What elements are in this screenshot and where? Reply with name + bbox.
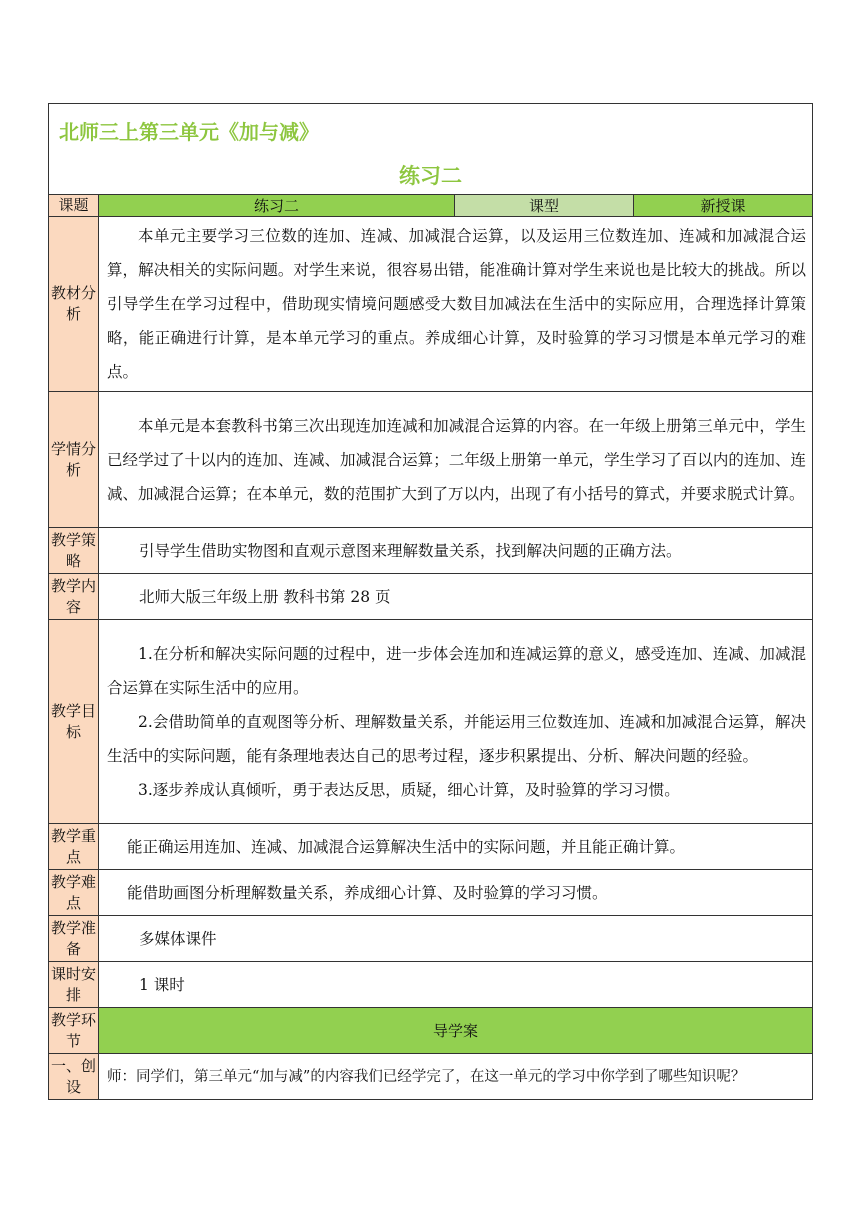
students-label: 学情分析 [49,392,99,528]
key-points-text: 能正确运用连加、连减、加减混合运算解决生活中的实际问题，并且能正确计算。 [99,824,813,870]
section-title: 导学案 [99,1008,813,1054]
preparation-row [49,916,813,962]
lesson-type-label: 课型 [455,195,634,217]
lesson-plan-table [48,103,813,1100]
content-text: 北师大版三年级上册 教科书第 28 页 [99,574,813,620]
section-row [49,1008,813,1054]
schedule-row [49,962,813,1008]
title-row [49,104,813,195]
difficulties-text: 能借助画图分析理解数量关系，养成细心计算、及时验算的学习习惯。 [99,870,813,916]
goals-cell [99,620,813,824]
lesson-type-value: 新授课 [634,195,813,217]
topic-value: 练习二 [99,195,455,217]
materials-label: 教材分析 [49,217,99,392]
strategy-label: 教学策略 [49,528,99,574]
materials-row [49,217,813,392]
schedule-label: 课时安排 [49,962,99,1008]
topic-row [49,195,813,217]
content-label: 教学内容 [49,574,99,620]
materials-text: 本单元主要学习三位数的连加、连减、加减混合运算，以及运用三位数连加、连减和加减混合运算，解决相关的实际问题。对学生来说，很容易出错，能准确计算对学生来说也是比较大的挑战。所以引导学生在学习过程中，借助现实情境问题感受大数目加减法在生活中的实际应用，合理选择计算策略，能正确进行计算，是本单元学习的重点。养成细心计算，及时验算的学习习惯是本单元学习的难点。 [99,217,813,392]
content-row [49,574,813,620]
document-subtitle: 练习二 [399,164,462,188]
difficulties-row [49,870,813,916]
students-text: 本单元是本套教科书第三次出现连加连减和加减混合运算的内容。在一年级上册第三单元中，学生已经学过了十以内的连加、连减、加减混合运算；二年级上册第一单元，学生学习了百以内的连加、连减、加减混合运算；在本单元，数的范围扩大到了万以内，出现了有小括号的算式，并要求脱式计算。 [99,392,813,528]
key-points-label: 教学重点 [49,824,99,870]
goal-item-1: 1.在分析和解决实际问题的过程中，进一步体会连加和连减运算的意义，感受连加、连减、加减混合运算在实际生活中的应用。 [107,644,806,697]
preparation-text: 多媒体课件 [99,916,813,962]
lesson-plan-sheet [48,103,812,1100]
intro-row [49,1054,813,1100]
strategy-row [49,528,813,574]
topic-label: 课题 [49,195,99,217]
document-title: 北师三上第三单元《加与减》 [59,120,319,144]
title-cell [49,104,813,195]
goal-item-2: 2.会借助简单的直观图等分析、理解数量关系，并能运用三位数连加、连减和加减混合运算，解决生活中的实际问题，能有条理地表达自己的思考过程，逐步积累提出、分析、解决问题的经验。 [107,712,806,765]
students-row [49,392,813,528]
goal-item-3: 3.逐步养成认真倾听，勇于表达反思，质疑，细心计算，及时验算的学习习惯。 [138,780,680,799]
preparation-label: 教学准备 [49,916,99,962]
goals-row [49,620,813,824]
intro-text: 师：同学们，第三单元“加与减”的内容我们已经学完了，在这一单元的学习中你学到了哪些知识呢？ [99,1054,813,1100]
section-label: 教学环节 [49,1008,99,1054]
goals-label: 教学目标 [49,620,99,824]
strategy-text: 引导学生借助实物图和直观示意图来理解数量关系，找到解决问题的正确方法。 [99,528,813,574]
intro-label: 一、创设 [49,1054,99,1100]
key-points-row [49,824,813,870]
schedule-text: 1 课时 [99,962,813,1008]
difficulties-label: 教学难点 [49,870,99,916]
